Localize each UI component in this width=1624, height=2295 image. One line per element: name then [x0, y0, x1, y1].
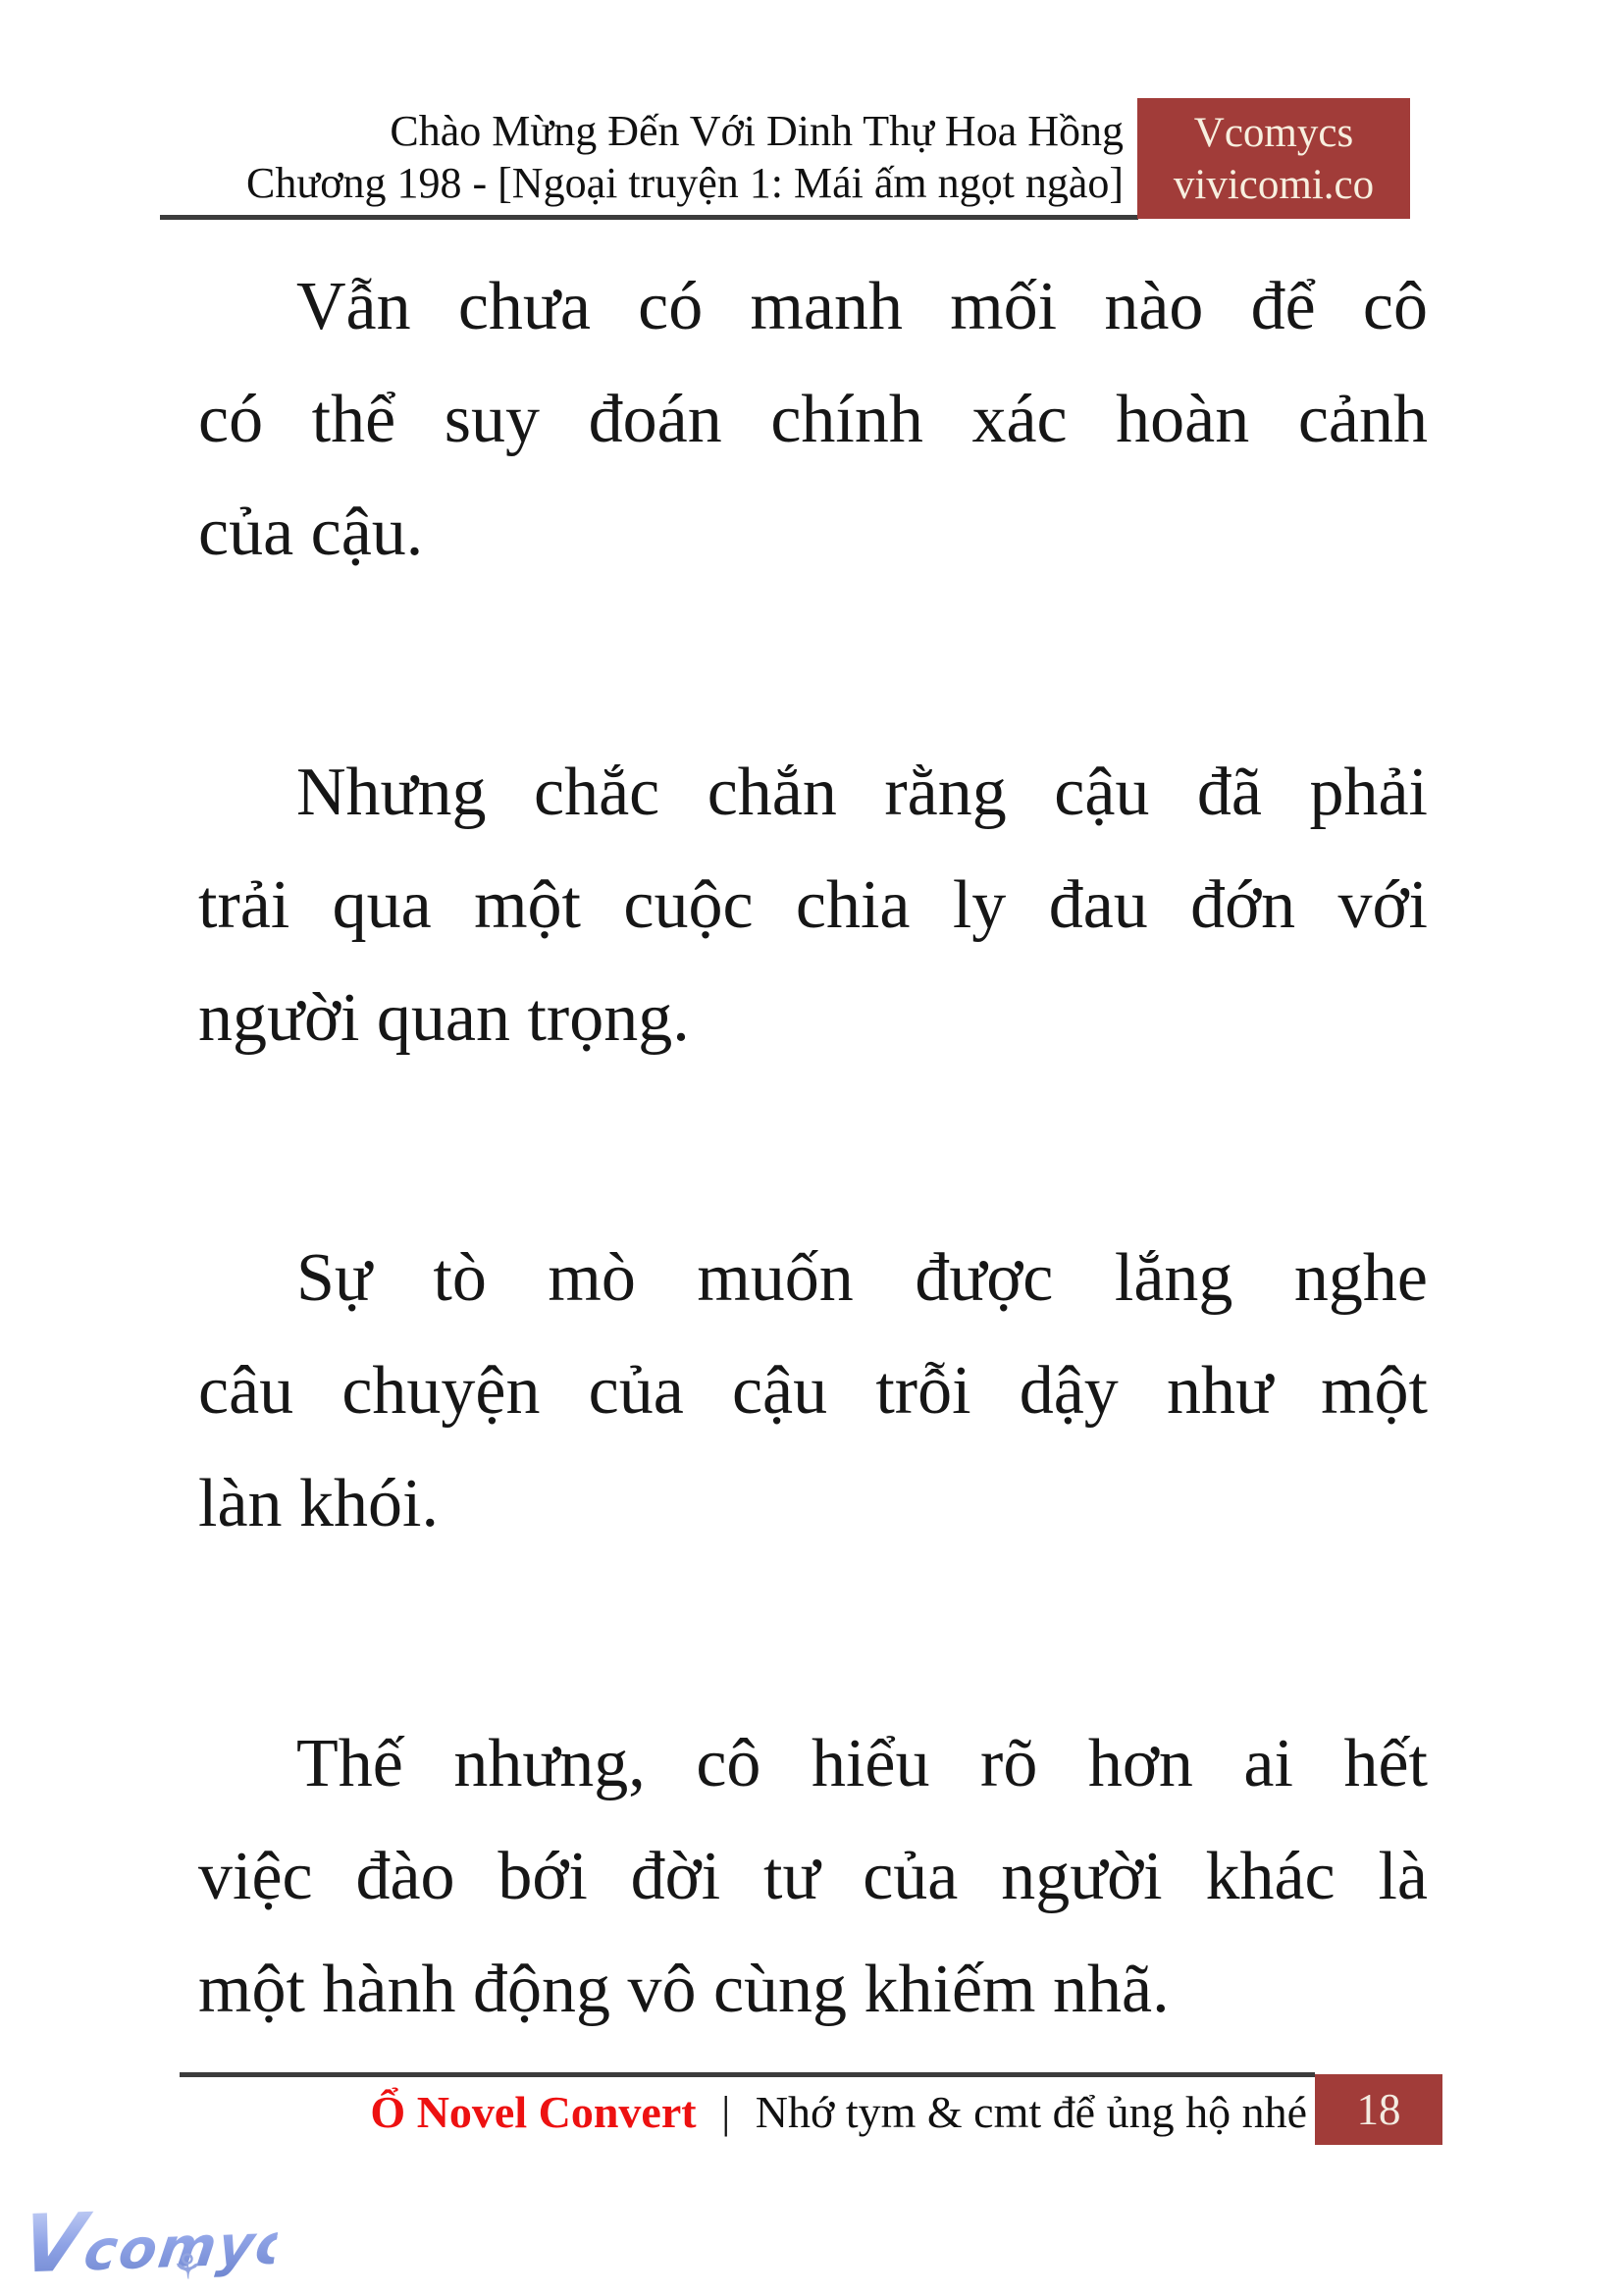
footer-separator: |	[721, 2087, 731, 2137]
converter-credit: Ổ Novel Convert	[370, 2087, 697, 2137]
paragraph-line: Nhưng chắc chắn rằng cậu đã phải	[296, 755, 1428, 830]
watermark-text: Vcomycs	[16, 2197, 283, 2294]
paragraph-line: câu chuyện của cậu trỗi dậy như một	[198, 1353, 1428, 1429]
rose-flower-icon	[171, 2247, 204, 2288]
vcomycs-watermark-logo	[16, 2196, 330, 2294]
paragraph-line: làn khói.	[198, 1466, 439, 1541]
paragraph-line: trải qua một cuộc chia ly đau đớn với	[198, 867, 1428, 943]
series-title: Chào Mừng Đến Với Dinh Thự Hoa Hồng	[390, 107, 1124, 155]
paragraph	[198, 1222, 1428, 1560]
chapter-title: Chương 198 - [Ngoại truyện 1: Mái ấm ngọt ngào]	[246, 159, 1124, 207]
page-number: 18	[1356, 2085, 1401, 2134]
chapter-text	[198, 250, 1428, 2193]
page-footer	[0, 2081, 1307, 2144]
header-divider-rule	[160, 215, 1138, 220]
paragraph-line: Thế nhưng, cô hiểu rõ hơn ai hết	[296, 1726, 1428, 1801]
brand-box	[1137, 98, 1410, 219]
paragraph-line: người quan trọng.	[198, 980, 690, 1056]
paragraph-line: của cậu.	[198, 495, 424, 570]
footer-divider-rule	[180, 2072, 1315, 2077]
paragraph-line: có thể suy đoán chính xác hoàn cảnh	[198, 382, 1428, 457]
paragraph	[198, 250, 1428, 589]
paragraph-line: việc đào bới đời tư của người khác là	[198, 1839, 1428, 1914]
paragraph-line: Sự tò mò muốn được lắng nghe	[296, 1240, 1428, 1316]
paragraph	[198, 736, 1428, 1074]
page-number-badge	[1315, 2074, 1442, 2145]
paragraph-line: Vẫn chưa có manh mối nào để cô	[296, 269, 1428, 344]
paragraph-line: một hành động vô cùng khiếm nhã.	[198, 1952, 1170, 2027]
brand-site-url: vivicomi.co	[1173, 161, 1375, 208]
support-note: Nhớ tym & cmt để ủng hộ nhé	[755, 2087, 1307, 2137]
brand-name: Vcomycs	[1193, 109, 1354, 156]
header-titles	[162, 94, 1137, 209]
paragraph	[198, 1707, 1428, 2046]
page-header	[162, 94, 1410, 219]
